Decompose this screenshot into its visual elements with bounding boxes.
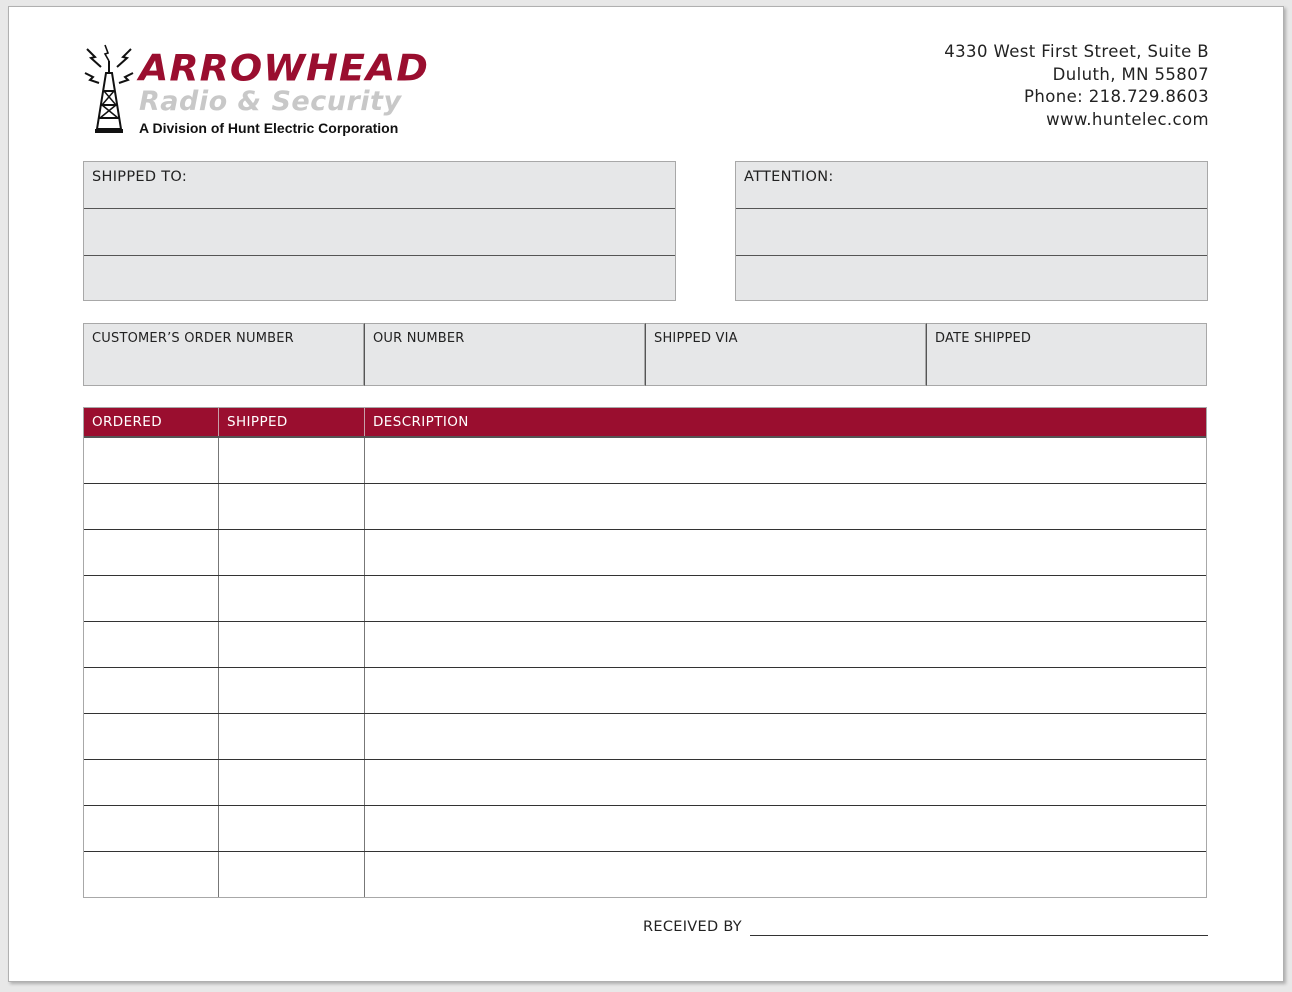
ordered-cell[interactable]: [84, 484, 218, 529]
shipped-cell[interactable]: [218, 438, 364, 483]
ordered-cell[interactable]: [84, 622, 218, 667]
shipped-cell[interactable]: [218, 852, 364, 897]
table-row: [84, 760, 1206, 806]
field-divider: [84, 255, 675, 256]
shipped-via-label: SHIPPED VIA: [654, 331, 738, 346]
shipped-cell[interactable]: [218, 668, 364, 713]
shipped-cell[interactable]: [218, 806, 364, 851]
table-row: [84, 668, 1206, 714]
table-header: [84, 408, 1206, 438]
brand-name: ARROWHEAD: [139, 47, 429, 89]
description-cell[interactable]: [364, 484, 1206, 529]
order-info-row: [83, 323, 1207, 386]
company-logo: [83, 43, 523, 143]
shipped-cell[interactable]: [218, 576, 364, 621]
date-shipped-label: DATE SHIPPED: [935, 331, 1032, 346]
our-number-field[interactable]: [364, 323, 645, 386]
table-row: [84, 622, 1206, 668]
description-cell[interactable]: [364, 438, 1206, 483]
field-divider: [736, 255, 1207, 256]
shipped-cell[interactable]: [218, 760, 364, 805]
radio-tower-icon: [83, 43, 135, 135]
description-cell[interactable]: [364, 530, 1206, 575]
ordered-cell[interactable]: [84, 668, 218, 713]
shipped-to-label: SHIPPED TO:: [92, 169, 188, 185]
ordered-cell[interactable]: [84, 530, 218, 575]
table-row: [84, 438, 1206, 484]
description-cell[interactable]: [364, 760, 1206, 805]
table-row: [84, 806, 1206, 852]
ordered-cell[interactable]: [84, 760, 218, 805]
shipped-cell[interactable]: [218, 622, 364, 667]
table-row: [84, 714, 1206, 760]
received-by-signature-line[interactable]: [750, 935, 1208, 936]
header-description: DESCRIPTION: [364, 408, 1206, 436]
shipped-cell[interactable]: [218, 714, 364, 759]
description-cell[interactable]: [364, 806, 1206, 851]
ordered-cell[interactable]: [84, 714, 218, 759]
shipped-via-field[interactable]: [645, 323, 926, 386]
table-row: [84, 484, 1206, 530]
header-shipped: SHIPPED: [218, 408, 364, 436]
ordered-cell[interactable]: [84, 806, 218, 851]
address-street: 4330 West First Street, Suite B: [944, 42, 1209, 61]
company-address: [944, 41, 1209, 131]
attention-box[interactable]: [735, 161, 1208, 301]
field-divider: [84, 208, 675, 209]
packing-slip-page: [8, 6, 1284, 982]
received-by-label: RECEIVED BY: [643, 919, 742, 935]
ordered-cell[interactable]: [84, 576, 218, 621]
ordered-cell[interactable]: [84, 852, 218, 897]
description-cell[interactable]: [364, 668, 1206, 713]
address-web: www.huntelec.com: [1046, 109, 1209, 129]
table-row: [84, 852, 1206, 897]
customer-order-number-field[interactable]: [83, 323, 364, 386]
description-cell[interactable]: [364, 622, 1206, 667]
shipped-cell[interactable]: [218, 484, 364, 529]
field-divider: [736, 208, 1207, 209]
description-cell[interactable]: [364, 852, 1206, 897]
table-row: [84, 530, 1206, 576]
table-body: [84, 438, 1206, 897]
date-shipped-field[interactable]: [926, 323, 1207, 386]
items-table: [83, 407, 1207, 898]
attention-label: ATTENTION:: [744, 169, 834, 185]
description-cell[interactable]: [364, 714, 1206, 759]
shipped-to-box[interactable]: [83, 161, 676, 301]
description-cell[interactable]: [364, 576, 1206, 621]
address-phone: Phone: 218.729.8603: [1024, 87, 1209, 106]
header-ordered: ORDERED: [92, 414, 163, 430]
our-number-label: OUR NUMBER: [373, 331, 465, 346]
address-city: Duluth, MN 55807: [1052, 64, 1209, 84]
table-row: [84, 576, 1206, 622]
brand-division: A Division of Hunt Electric Corporation: [139, 120, 399, 136]
shipped-cell[interactable]: [218, 530, 364, 575]
ordered-cell[interactable]: [84, 438, 218, 483]
brand-subtitle: Radio & Security: [139, 86, 402, 117]
customer-order-number-label: CUSTOMER’S ORDER NUMBER: [92, 331, 294, 346]
